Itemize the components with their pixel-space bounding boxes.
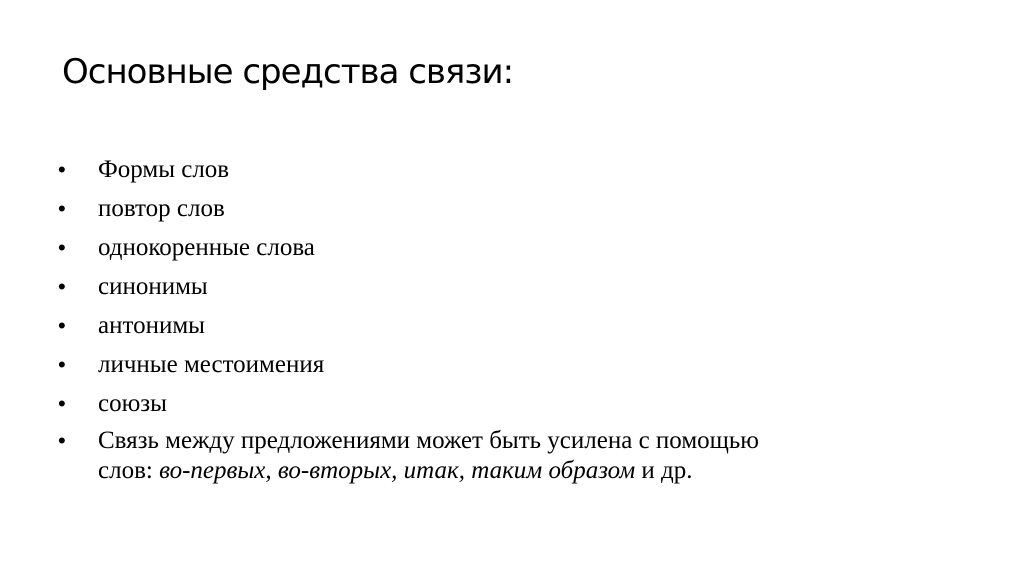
bullet-icon: • (58, 157, 66, 182)
list-item-prefix: слов: (98, 457, 160, 484)
bullet-icon: • (58, 428, 66, 453)
bullet-icon: • (58, 391, 66, 416)
bullet-icon: • (58, 196, 66, 221)
list-item-line1: Связь между предложениями может быть усилена с помощью (98, 427, 759, 454)
list-item-text: однокоренные слова (98, 234, 315, 261)
slide-title: Основные средства связи: (62, 52, 514, 92)
list-item-connectives (56, 423, 956, 486)
list-item-text: синонимы (98, 273, 208, 300)
connective-words: во-первых, во-вторых, итак, таким образом (159, 457, 636, 484)
list-item (56, 306, 956, 345)
bullet-icon: • (58, 274, 66, 299)
list-item-text: Формы слов (98, 156, 230, 183)
bullet-icon: • (58, 352, 66, 377)
list-item-text: антонимы (98, 312, 205, 339)
list-item-text: союзы (98, 390, 167, 417)
list-item (56, 267, 956, 306)
list-item (56, 150, 956, 189)
list-item (56, 189, 956, 228)
list-item (56, 345, 956, 384)
list-item-suffix: и др. (635, 457, 693, 484)
list-item-text: повтор слов (98, 195, 225, 222)
list-item (56, 228, 956, 267)
list-item-text: личные местоимения (98, 351, 325, 378)
bullet-list (56, 150, 956, 486)
bullet-icon: • (58, 313, 66, 338)
list-item (56, 384, 956, 423)
bullet-icon: • (58, 235, 66, 260)
